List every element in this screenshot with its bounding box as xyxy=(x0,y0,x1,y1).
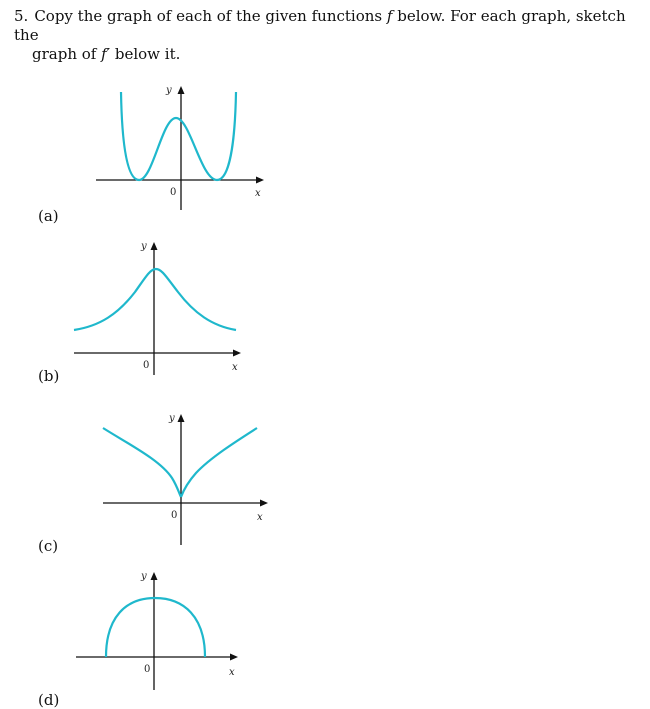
part-d-label: (d) xyxy=(38,691,60,709)
graph-c-x-label: x xyxy=(257,512,263,523)
problem-text-1: Copy the graph of each of the given functions xyxy=(34,7,383,25)
function-derivative-name: f′ xyxy=(101,45,111,63)
graph-a-y-label: y xyxy=(166,85,172,96)
graph-a-origin-label: 0 xyxy=(170,187,177,198)
function-name: f xyxy=(386,7,393,25)
graph-d-x-label: x xyxy=(229,667,235,678)
graph-d-origin-label: 0 xyxy=(144,664,151,675)
graph-c-y-label: y xyxy=(169,413,175,424)
part-b-label: (b) xyxy=(38,367,60,385)
problem-number: 5. xyxy=(14,7,29,25)
graph-a-x-label: x xyxy=(255,188,261,199)
graph-d-y-arrow xyxy=(151,572,158,580)
part-c-label: (c) xyxy=(38,537,59,555)
graph-d-x-arrow xyxy=(230,654,238,661)
graph-d-y-label: y xyxy=(141,571,147,582)
graph-c-origin-label: 0 xyxy=(171,510,178,521)
graph-b-origin-label: 0 xyxy=(143,360,150,371)
graph-b-y-label: y xyxy=(141,241,147,252)
part-a-label: (a) xyxy=(38,207,59,225)
graph-b-x-label: x xyxy=(232,362,238,373)
problem-text-4: below it. xyxy=(114,45,181,63)
problem-text-2: below. For each graph, sketch the xyxy=(14,7,626,44)
problem-text-3: graph of xyxy=(32,45,97,63)
graph-d-curve xyxy=(106,598,205,657)
